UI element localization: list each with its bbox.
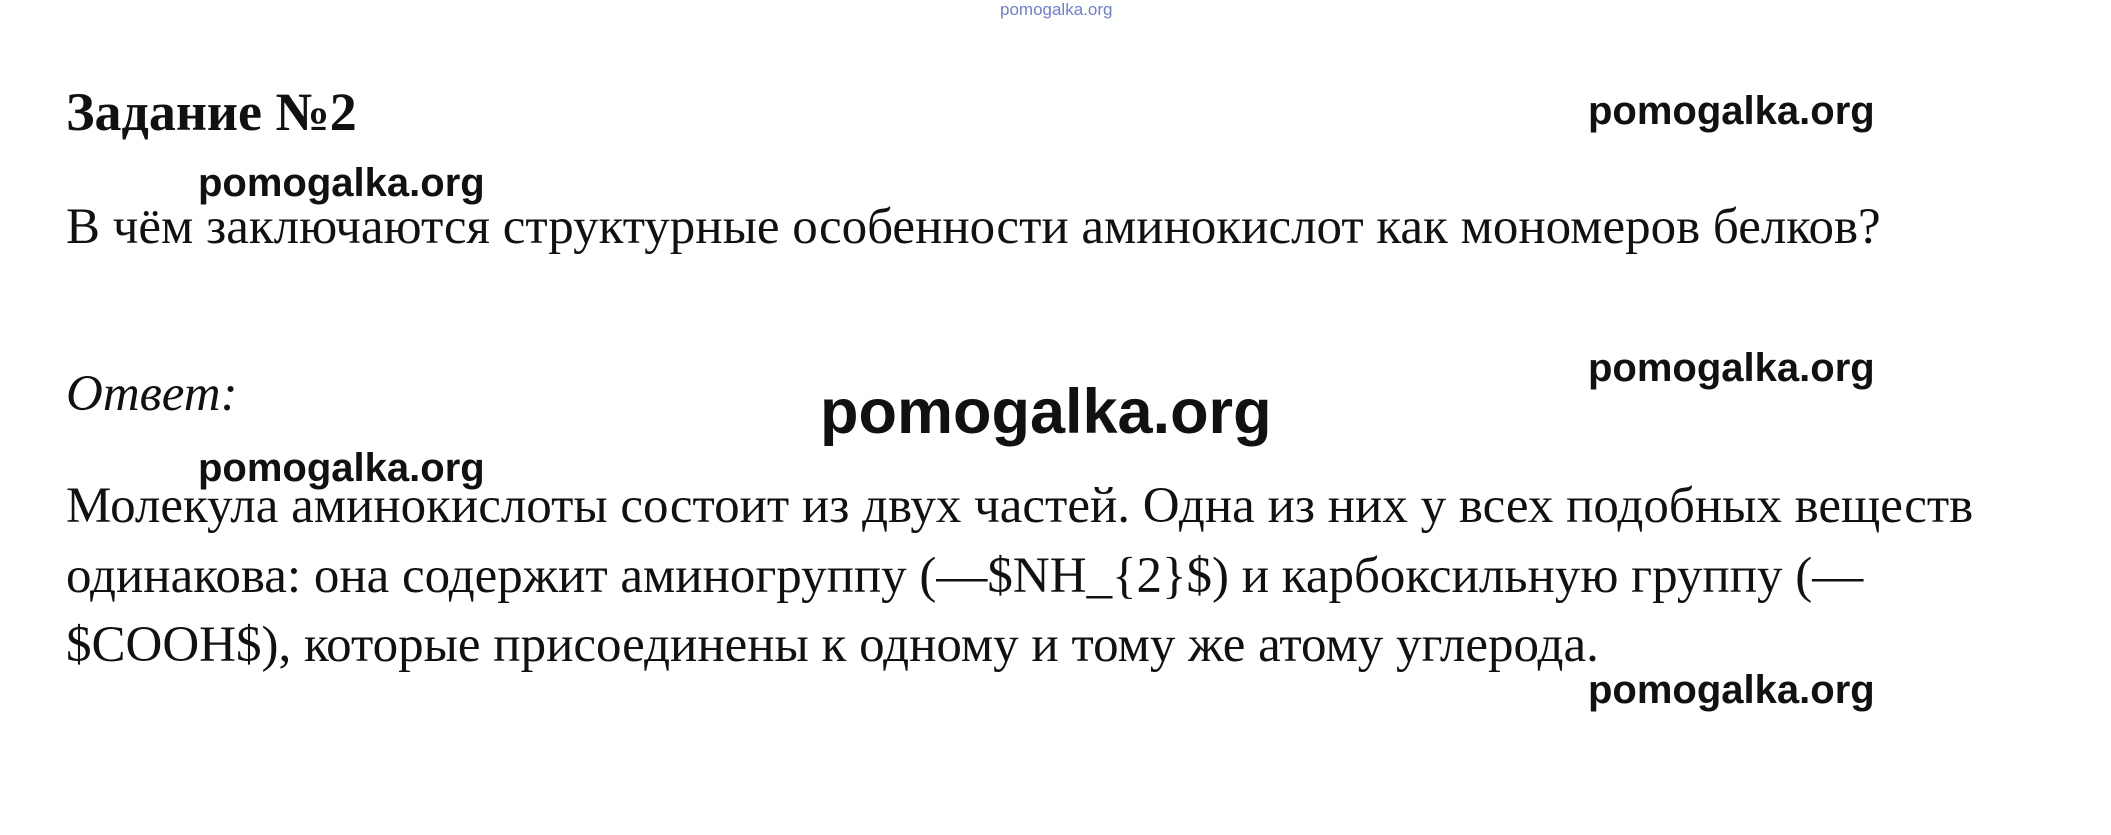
question-text: В чём заключаются структурные особенности аминокислот как мономеров белков?	[66, 199, 1881, 255]
task-title: Задание №2	[66, 82, 357, 142]
answer-text: Молекула аминокислоты состоит из двух частей. Одна из них у всех подобных веществ одинакова: она содержит аминогруппу (—$NH_{2}$) и карбоксильную группу (—$COOH$), которые присоединены к одному и тому же атому углерода.	[66, 478, 1974, 673]
top-watermark: pomogalka.org	[1000, 0, 1113, 19]
answer-label: Ответ:	[66, 366, 238, 422]
watermark-5: pomogalka.org	[198, 446, 485, 490]
watermark-1: pomogalka.org	[1588, 89, 1875, 133]
watermark-3: pomogalka.org	[1588, 346, 1875, 390]
watermark-center: pomogalka.org	[820, 377, 1272, 447]
watermark-6: pomogalka.org	[1588, 668, 1875, 712]
watermark-2: pomogalka.org	[198, 161, 485, 205]
